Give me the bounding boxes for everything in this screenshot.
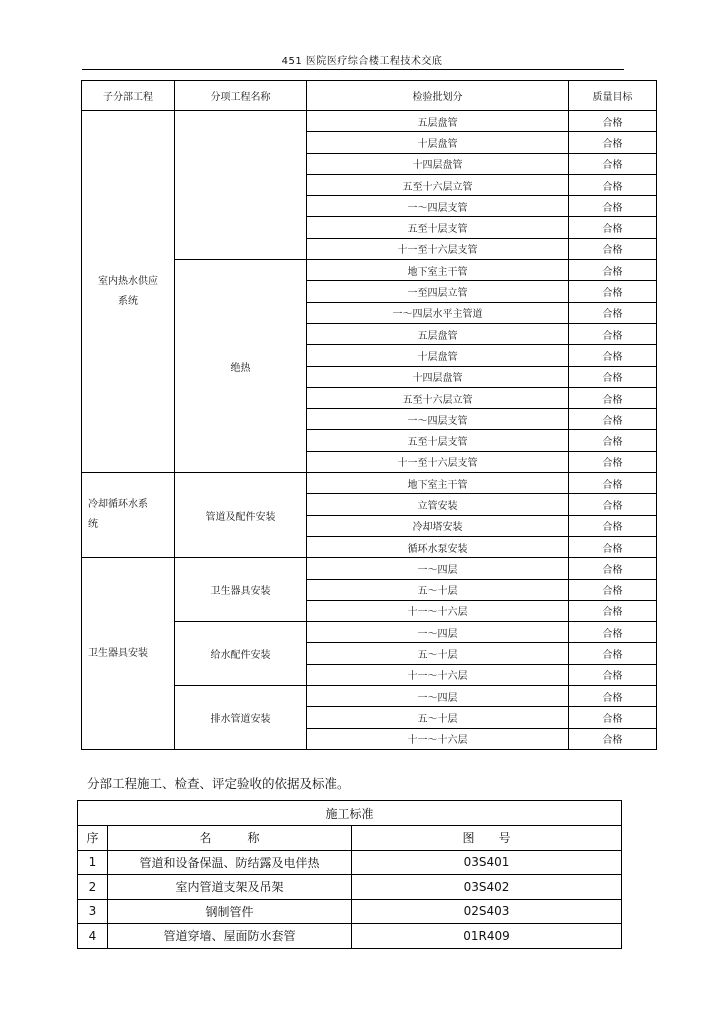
item-name-cell: 绝热 <box>175 260 307 473</box>
quality-cell: 合格 <box>569 217 657 238</box>
header-rule <box>82 69 624 70</box>
column-header: 名 称 <box>108 826 352 851</box>
quality-cell: 合格 <box>569 473 657 494</box>
batch-cell: 地下室主干管 <box>307 473 569 494</box>
standards-name-cell: 室内管道支架及吊架 <box>108 875 352 900</box>
quality-cell: 合格 <box>569 281 657 302</box>
batch-cell: 十层盘管 <box>307 132 569 153</box>
quality-cell: 合格 <box>569 323 657 344</box>
batch-cell: 五层盘管 <box>307 323 569 344</box>
standards-table <box>77 800 622 949</box>
quality-cell: 合格 <box>569 366 657 387</box>
batch-cell: 一～四层 <box>307 686 569 707</box>
quality-cell: 合格 <box>569 707 657 728</box>
standards-code-cell: 01R409 <box>352 924 622 949</box>
quality-cell: 合格 <box>569 409 657 430</box>
item-name-cell: 卫生器具安装 <box>175 558 307 622</box>
batch-cell: 十一～十六层 <box>307 728 569 749</box>
batch-cell: 五层盘管 <box>307 111 569 132</box>
batch-cell: 五～十层 <box>307 643 569 664</box>
quality-cell: 合格 <box>569 196 657 217</box>
standards-no-cell: 3 <box>78 899 108 924</box>
batch-cell: 十一至十六层支管 <box>307 238 569 259</box>
quality-cell: 合格 <box>569 494 657 515</box>
table-row <box>82 473 657 494</box>
batch-cell: 一～四层水平主管道 <box>307 302 569 323</box>
batch-cell: 十层盘管 <box>307 345 569 366</box>
subsection-cell: 卫生器具安装 <box>82 558 175 750</box>
batch-cell: 十四层盘管 <box>307 366 569 387</box>
column-header: 序 <box>78 826 108 851</box>
standards-code-cell: 02S403 <box>352 899 622 924</box>
standards-body <box>78 801 622 949</box>
quality-cell: 合格 <box>569 536 657 557</box>
inspection-batch-table <box>81 80 657 750</box>
column-header: 子分部工程 <box>82 81 175 111</box>
page-header: 451 医院医疗综合楼工程技术交底 <box>281 56 443 67</box>
batch-cell: 五～十层 <box>307 579 569 600</box>
batch-cell: 五至十层支管 <box>307 430 569 451</box>
quality-cell: 合格 <box>569 686 657 707</box>
batch-cell: 五至十六层立管 <box>307 174 569 195</box>
batch-cell: 十一至十六层支管 <box>307 451 569 472</box>
batch-cell: 一～四层支管 <box>307 409 569 430</box>
table-row <box>82 558 657 579</box>
quality-cell: 合格 <box>569 430 657 451</box>
batch-cell: 地下室主干管 <box>307 260 569 281</box>
quality-cell: 合格 <box>569 558 657 579</box>
batch-cell: 五至十六层立管 <box>307 387 569 408</box>
standards-code-cell: 03S401 <box>352 850 622 875</box>
quality-cell: 合格 <box>569 260 657 281</box>
column-header: 质量目标 <box>569 81 657 111</box>
table-header-row <box>82 81 657 111</box>
standards-title: 施工标准 <box>78 801 622 826</box>
standards-name-cell: 钢制管件 <box>108 899 352 924</box>
standards-name-cell: 管道穿墙、屋面防水套管 <box>108 924 352 949</box>
quality-cell: 合格 <box>569 728 657 749</box>
quality-cell: 合格 <box>569 664 657 685</box>
quality-cell: 合格 <box>569 302 657 323</box>
quality-cell: 合格 <box>569 153 657 174</box>
column-header: 检验批划分 <box>307 81 569 111</box>
column-header: 分项工程名称 <box>175 81 307 111</box>
table-row <box>82 111 657 132</box>
quality-cell: 合格 <box>569 111 657 132</box>
item-name-cell <box>175 111 307 260</box>
batch-cell: 立管安装 <box>307 494 569 515</box>
standards-row <box>78 850 622 875</box>
section-intro: 分部工程施工、检查、评定验收的依据及标准。 <box>87 776 350 791</box>
standards-row <box>78 924 622 949</box>
item-name-cell: 管道及配件安装 <box>175 473 307 558</box>
batch-cell: 循环水泵安装 <box>307 536 569 557</box>
standards-name-cell: 管道和设备保温、防结露及电伴热 <box>108 850 352 875</box>
quality-cell: 合格 <box>569 132 657 153</box>
batch-cell: 十四层盘管 <box>307 153 569 174</box>
quality-cell: 合格 <box>569 345 657 366</box>
batch-cell: 一～四层支管 <box>307 196 569 217</box>
batch-cell: 五至十层支管 <box>307 217 569 238</box>
quality-cell: 合格 <box>569 515 657 536</box>
standards-header-row <box>78 826 622 851</box>
quality-cell: 合格 <box>569 579 657 600</box>
batch-cell: 一至四层立管 <box>307 281 569 302</box>
subsection-cell: 冷却循环水系 统 <box>82 473 175 558</box>
batch-cell: 冷却塔安装 <box>307 515 569 536</box>
standards-code-cell: 03S402 <box>352 875 622 900</box>
inspection-batch-body <box>82 111 657 750</box>
column-header: 图 号 <box>352 826 622 851</box>
batch-cell: 一～四层 <box>307 622 569 643</box>
batch-cell: 十一～十六层 <box>307 664 569 685</box>
standards-no-cell: 4 <box>78 924 108 949</box>
quality-cell: 合格 <box>569 600 657 621</box>
batch-cell: 一～四层 <box>307 558 569 579</box>
standards-title-row <box>78 801 622 826</box>
standards-row <box>78 875 622 900</box>
subsection-cell: 室内热水供应 系统 <box>82 111 175 473</box>
quality-cell: 合格 <box>569 451 657 472</box>
standards-no-cell: 1 <box>78 850 108 875</box>
quality-cell: 合格 <box>569 622 657 643</box>
quality-cell: 合格 <box>569 174 657 195</box>
standards-no-cell: 2 <box>78 875 108 900</box>
item-name-cell: 排水管道安装 <box>175 686 307 750</box>
quality-cell: 合格 <box>569 238 657 259</box>
standards-row <box>78 899 622 924</box>
batch-cell: 五～十层 <box>307 707 569 728</box>
batch-cell: 十一～十六层 <box>307 600 569 621</box>
item-name-cell: 给水配件安装 <box>175 622 307 686</box>
quality-cell: 合格 <box>569 643 657 664</box>
quality-cell: 合格 <box>569 387 657 408</box>
